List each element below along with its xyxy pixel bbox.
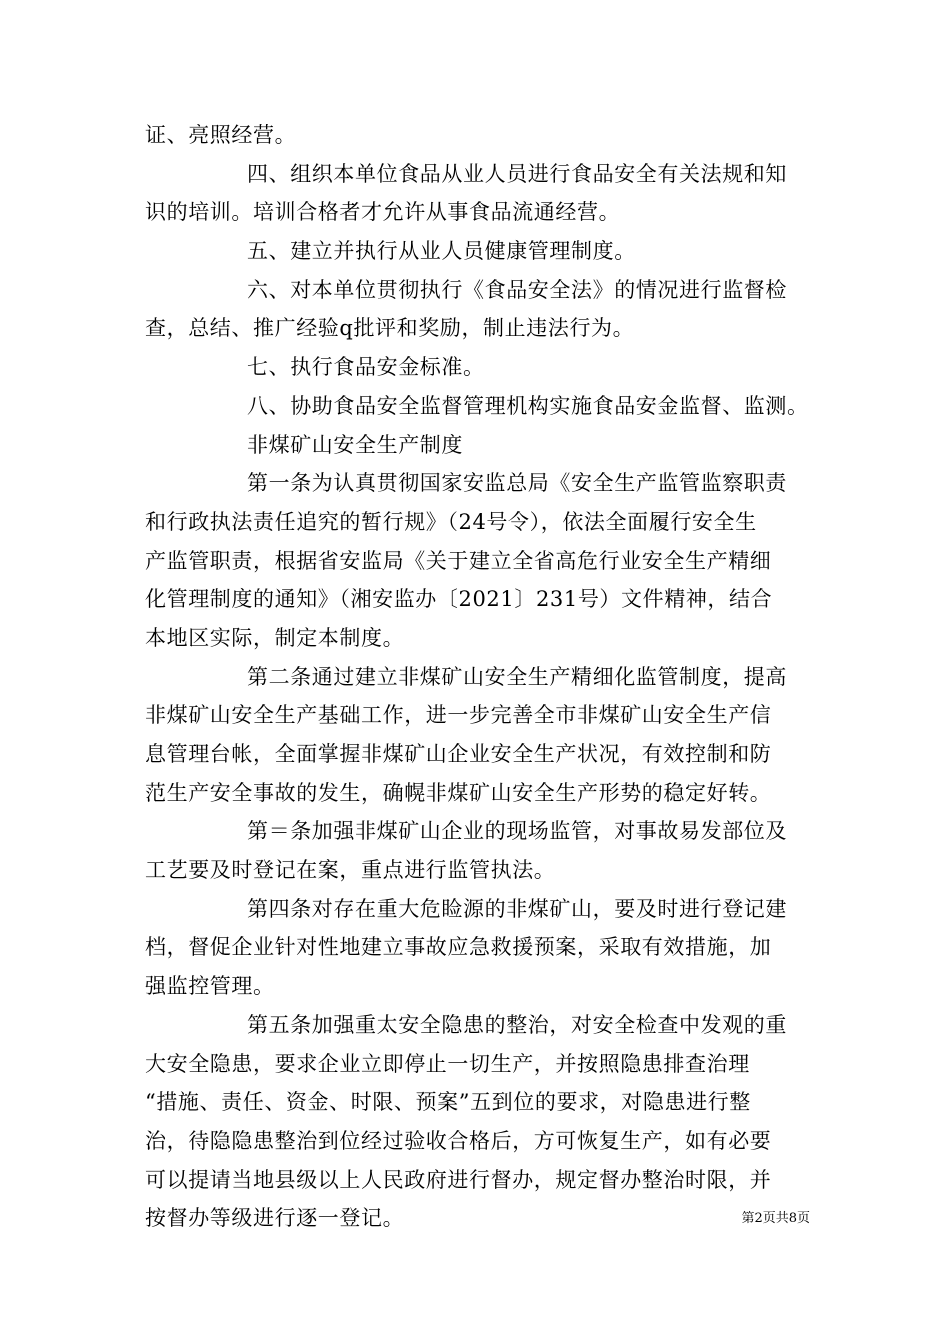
page-number: 第2页共8页 (741, 1211, 810, 1226)
text-line: 识的培训。培训合格者才允许从事食品流通经营。 (145, 200, 621, 225)
text-line: 按督办等级进行逐一登记。 (145, 1206, 405, 1231)
text-line: 五、建立并执行从业人员健康管理制度。 (247, 239, 636, 264)
text-line: 工艺要及时登记在案，重点进行监管执法。 (145, 858, 556, 883)
text-line: 和行政执法责任追究的暂行规》（24号令），依法全面履行安全生 (145, 509, 757, 534)
text-line: 查，总结、推广经验q批评和奖励，制止违法行为。 (145, 316, 635, 341)
text-line: “措施、责任、资金、时限、预案”五到位的要求，对隐患进行整 (145, 1090, 751, 1115)
section-heading: 非煤矿山安全生产制度 (247, 432, 463, 457)
text-line: 第一条为认真贯彻国家安监总局《安全生产监管监察职责 (247, 471, 787, 496)
text-line: 档，督促企业针对性地建立事故应急救援预案，采取有效措施，加 (145, 935, 772, 960)
text-line: 证、亮照经营。 (145, 123, 297, 147)
text-line: 大安全隐患，要求企业立即停止一切生产，并按照隐患排查治理 (145, 1051, 750, 1076)
text-line: 强监控管理。 (145, 974, 275, 999)
text-line: 化管理制度的通知》（湘安监办〔2021〕231号）文件精神，结合 (145, 587, 773, 612)
text-line: 治，待隐隐患整治到位经过验收合格后，方可恢复生产，如有必要 (145, 1128, 772, 1153)
body-text (145, 116, 810, 1238)
text-line: 第＝条加强非煤矿山企业的现场监管，对事故易发部位及 (247, 819, 787, 844)
text-line: 七、执行食品安金标准。 (247, 355, 485, 380)
text-line: 第四条对存在重大危睑源的非煤矿山，要及时进行登记建 (247, 896, 787, 921)
text-line: 非煤矿山安全生产基础工作，进一步完善全市非煤矿山安全生产信 (145, 703, 772, 728)
text-line: 第二条通过建立非煤矿山安全生产精细化监管制度，提高 (247, 664, 787, 689)
text-line: 可以提请当地县级以上人民政府进行督办，规定督办整治时限，并 (145, 1167, 772, 1192)
text-line: 第五条加强重太安全隐患的整治，对安全检查中发观的重 (247, 1012, 787, 1037)
text-line: 六、对本单位贯彻执行《食品安全法》的情况进行监督检 (247, 277, 787, 302)
text-line: 产监管职责，根据省安监局《关于建立全省高危行业安全生产精细 (145, 548, 772, 573)
text-line: 范生产安全事故的发生，确幌非煤矿山安全生产形势的稳定好转。 (145, 780, 772, 805)
text-line: 八、协助食品安全监督管理机构实施食品安金监督、监测。 (247, 393, 809, 418)
text-line: 本地区实际，制定本制度。 (145, 625, 405, 650)
text-line: 四、组织本单位食品从业人员进行食品安全有关法规和知 (247, 161, 787, 186)
text-line: 息管理台帐，全面掌握非煤矿山企业安全生产状况，有效控制和防 (145, 742, 772, 766)
